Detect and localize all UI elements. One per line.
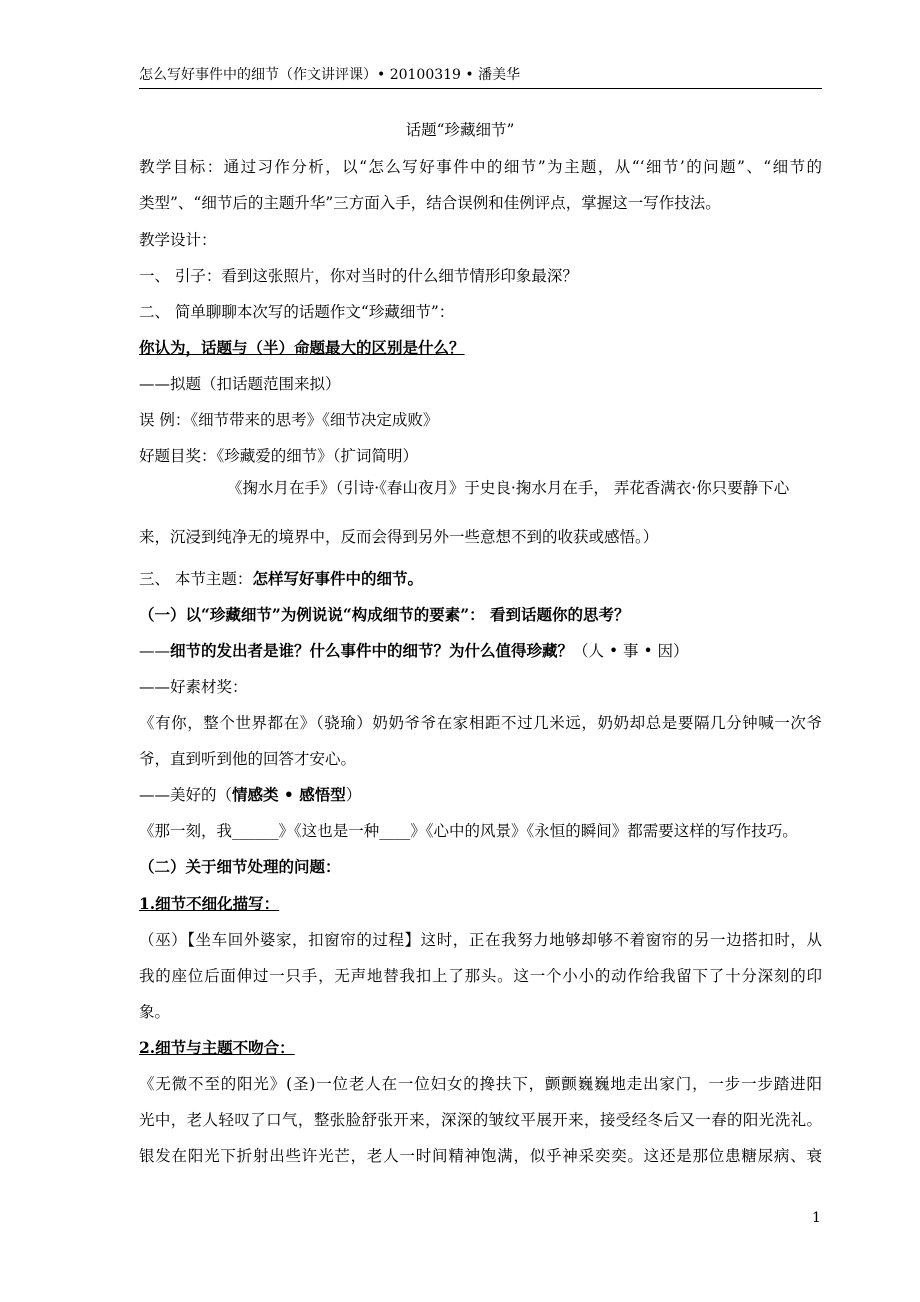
detail-elements bbox=[139, 640, 689, 662]
wrong-examples: 误 例：《细节带来的思考》《细节决定成败》 bbox=[139, 411, 439, 429]
example-line-1: 《有你，整个世界都在》（骁瑜）奶奶爷爷在家相距不过几米远，奶奶却总是要隔几分钟喊一次爷 bbox=[139, 714, 822, 732]
section-3-theme: 怎样写好事件中的细节。 bbox=[252, 569, 423, 588]
problem-1-line-1: （巫）【坐车回外婆家，扣窗帘的过程】这时，正在我努力地够却够不着窗帘的另一边搭扣时，从 bbox=[139, 931, 822, 949]
teaching-goal-line-1: 教学目标：通过习作分析，以“怎么写好事件中的细节”为主题，从“‘细节’的问题”、“细节的 bbox=[139, 158, 822, 176]
beautiful-prefix: ——美好的（ bbox=[139, 786, 233, 804]
section-2-topic: 二、 简单聊聊本次写的话题作文“珍藏细节”： bbox=[139, 303, 455, 321]
subsection-2-heading: （二）关于细节处理的问题： bbox=[139, 857, 341, 876]
page-title: 话题“珍藏细节” bbox=[405, 121, 515, 139]
section-3-heading bbox=[139, 568, 423, 590]
problem-1-line-2: 我的座位后面伸过一只手，无声地替我扣上了那头。这一个小小的动作给我留下了十分深刻的印 bbox=[139, 967, 822, 985]
problem-2-heading: 2.细节与主题不吻合： bbox=[139, 1038, 295, 1057]
teaching-design-label: 教学设计： bbox=[139, 231, 217, 249]
good-title-award: 好题目奖：《珍藏爱的细节》（扩词简明） bbox=[139, 447, 419, 465]
page-number: 1 bbox=[812, 1210, 821, 1226]
beautiful-type bbox=[139, 784, 361, 806]
section-3-prefix: 三、 本节主题： bbox=[139, 570, 253, 588]
problem-2-line-3: 银发在阳光下折射出些许光芒，老人一时间精神饱满，似乎神采奕奕。这还是那位患糖尿病、衰 bbox=[139, 1147, 822, 1165]
detail-elements-summary: （人 • 事 • 因） bbox=[573, 642, 689, 660]
naming-note: ——拟题（扣话题范围来拟） bbox=[139, 375, 341, 393]
dash-prefix: —— bbox=[139, 642, 170, 660]
problem-2-line-1: 《无微不至的阳光》(圣)一位老人在一位妇女的搀扶下，颤颤巍巍地走出家门，一步一步踏进阳 bbox=[139, 1075, 822, 1093]
quote-line-2: 来，沉浸到纯净无的境界中，反而会得到另外一些意想不到的收获或感悟。） bbox=[139, 528, 659, 546]
beautiful-suffix: ） bbox=[345, 786, 362, 804]
problem-1-line-3: 象。 bbox=[139, 1003, 171, 1021]
beautiful-category: 情感类 • 感悟型 bbox=[232, 785, 346, 804]
page-header: 怎么写好事件中的细节（作文讲评课）• 20100319 • 潘美华 bbox=[139, 66, 822, 89]
problem-1-heading: 1.细节不细化描写： bbox=[139, 894, 280, 913]
quote-line-1: 《掬水月在手》（引诗·《春山夜月》于史良·掬水月在手， 弄花香满衣·你只要静下心 bbox=[227, 479, 790, 497]
section-1-intro: 一、 引子：看到这张照片，你对当时的什么细节情形印象最深？ bbox=[139, 267, 578, 285]
example-titles: 《那一刻，我______》《这也是一种____》《心中的风景》《永恒的瞬间》都需要这样的写作技巧。 bbox=[139, 822, 798, 840]
example-line-2: 爷，直到听到他的回答才安心。 bbox=[139, 750, 357, 768]
key-question: 你认为，话题与（半）命题最大的区别是什么？ bbox=[139, 338, 465, 357]
subsection-1-heading: （一）以“珍藏细节”为例说说“构成细节的要素”： 看到话题你的思考？ bbox=[139, 605, 630, 624]
good-material-award: ——好素材奖： bbox=[139, 678, 248, 696]
teaching-goal-line-2: 类型”、“细节后的主题升华”三方面入手，结合误例和佳例评点，掌握这一写作技法。 bbox=[139, 194, 721, 212]
problem-2-line-2: 光中，老人轻叹了口气，整张脸舒张开来，深深的皱纹平展开来，接受经冬后又一春的阳光洗礼。 bbox=[139, 1111, 822, 1129]
detail-elements-questions: 细节的发出者是谁？什么事件中的细节？为什么值得珍藏？ bbox=[170, 641, 574, 660]
